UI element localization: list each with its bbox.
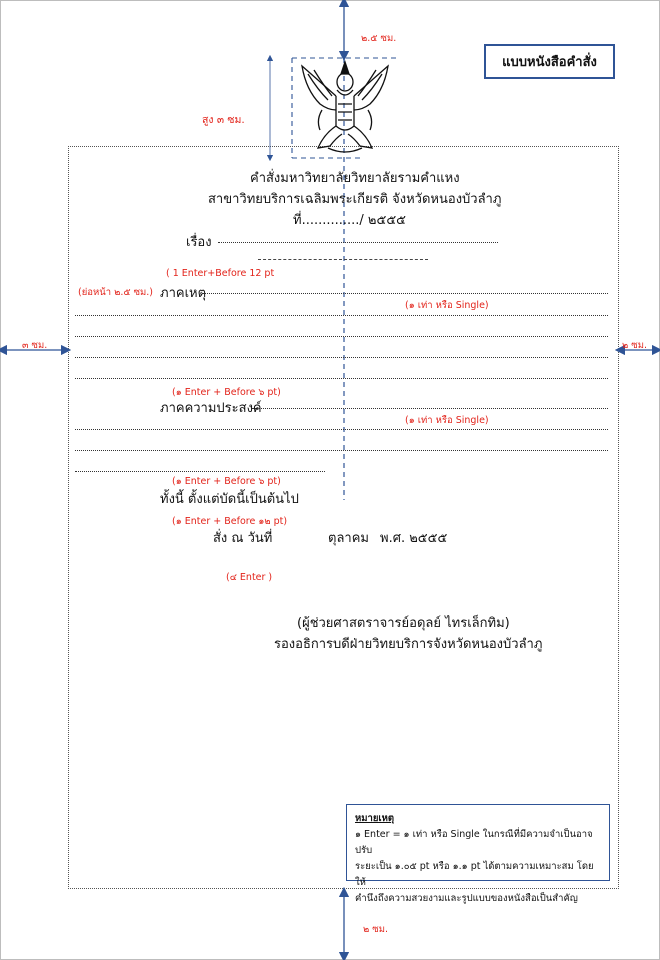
subject-dots xyxy=(218,242,498,243)
note-enter-6a: (๑ Enter + Before ๖ pt) xyxy=(172,387,281,398)
purpose-dots-1 xyxy=(252,408,608,409)
purpose-dots-2 xyxy=(75,429,608,430)
remark-line2: ระยะเป็น ๑.๐๕ pt หรือ ๑.๑ pt ได้ตามความเหมาะสม โดยให้ xyxy=(355,861,594,888)
effective-text: ทั้งนี้ ตั้งแต่บัดนี้เป็นต้นไป xyxy=(160,492,299,507)
emblem-height-label: สูง ๓ ซม. xyxy=(202,114,245,126)
date-prefix: สั่ง ณ วันที่ xyxy=(213,531,273,546)
right-margin-label: ๒ ซม. xyxy=(622,340,648,351)
header-line2: สาขาวิทยบริการเฉลิมพระเกียรติ จังหวัดหนองบัวลำภู xyxy=(208,192,502,207)
reason-dots-3 xyxy=(75,336,608,337)
note-single-1: (๑ เท่า หรือ Single) xyxy=(405,300,489,311)
left-margin-label: ๓ ซม. xyxy=(22,340,48,351)
note-enter-6b: (๑ Enter + Before ๖ pt) xyxy=(172,476,281,487)
title-box: แบบหนังสือคำสั่ง xyxy=(484,44,615,79)
header-line1: คำสั่งมหาวิทยาลัยวิทยาลัยรามคำแหง xyxy=(250,171,460,186)
note-enter-4: (๔ Enter ) xyxy=(226,572,273,583)
reason-label: ภาคเหตุ xyxy=(160,286,207,301)
note-indent: (ย่อหน้า ๒.๕ ซม.) xyxy=(78,287,154,298)
note-single-2: (๑ เท่า หรือ Single) xyxy=(405,415,489,426)
remark-box xyxy=(346,804,610,904)
garuda-emblem-icon xyxy=(298,60,392,156)
date-year: พ.ศ. ๒๕๕๕ xyxy=(380,531,448,546)
reason-dots-4 xyxy=(75,357,608,358)
remark-line1: ๑ Enter = ๑ เท่า หรือ Single ในกรณีที่มีความจำเป็นอาจปรับ xyxy=(355,829,593,856)
note-enter-12: ( 1 Enter+Before 12 pt xyxy=(166,268,275,279)
remark-line3: คำนึงถึงความสวยงามและรูปแบบของหนังสือเป็นสำคัญ xyxy=(355,893,578,904)
date-month: ตุลาคม xyxy=(328,531,369,546)
signatory-name: (ผู้ช่วยศาสตราจารย์อดุลย์ ไทรเล็กทิม) xyxy=(297,616,510,631)
order-number: ที่............../ ๒๕๕๕ xyxy=(293,213,407,228)
purpose-label: ภาคความประสงค์ xyxy=(160,401,262,416)
reason-dots-1 xyxy=(202,293,608,294)
bottom-margin-label: ๒ ซม. xyxy=(363,924,389,935)
purpose-dots-3 xyxy=(75,450,608,451)
separator-line xyxy=(258,259,428,260)
reason-dots-2 xyxy=(75,315,608,316)
note-enter-12b: (๑ Enter + Before ๑๒ pt) xyxy=(172,516,288,527)
subject-label: เรื่อง xyxy=(186,235,212,250)
reason-dots-5 xyxy=(75,378,608,379)
signatory-position: รองอธิการบดีฝ่ายวิทยบริการจังหวัดหนองบัวลำภู xyxy=(274,637,543,652)
remark-title: หมายเหตุ xyxy=(355,813,395,824)
purpose-dots-4 xyxy=(75,471,325,472)
top-margin-label: ๒.๕ ซม. xyxy=(361,33,397,44)
